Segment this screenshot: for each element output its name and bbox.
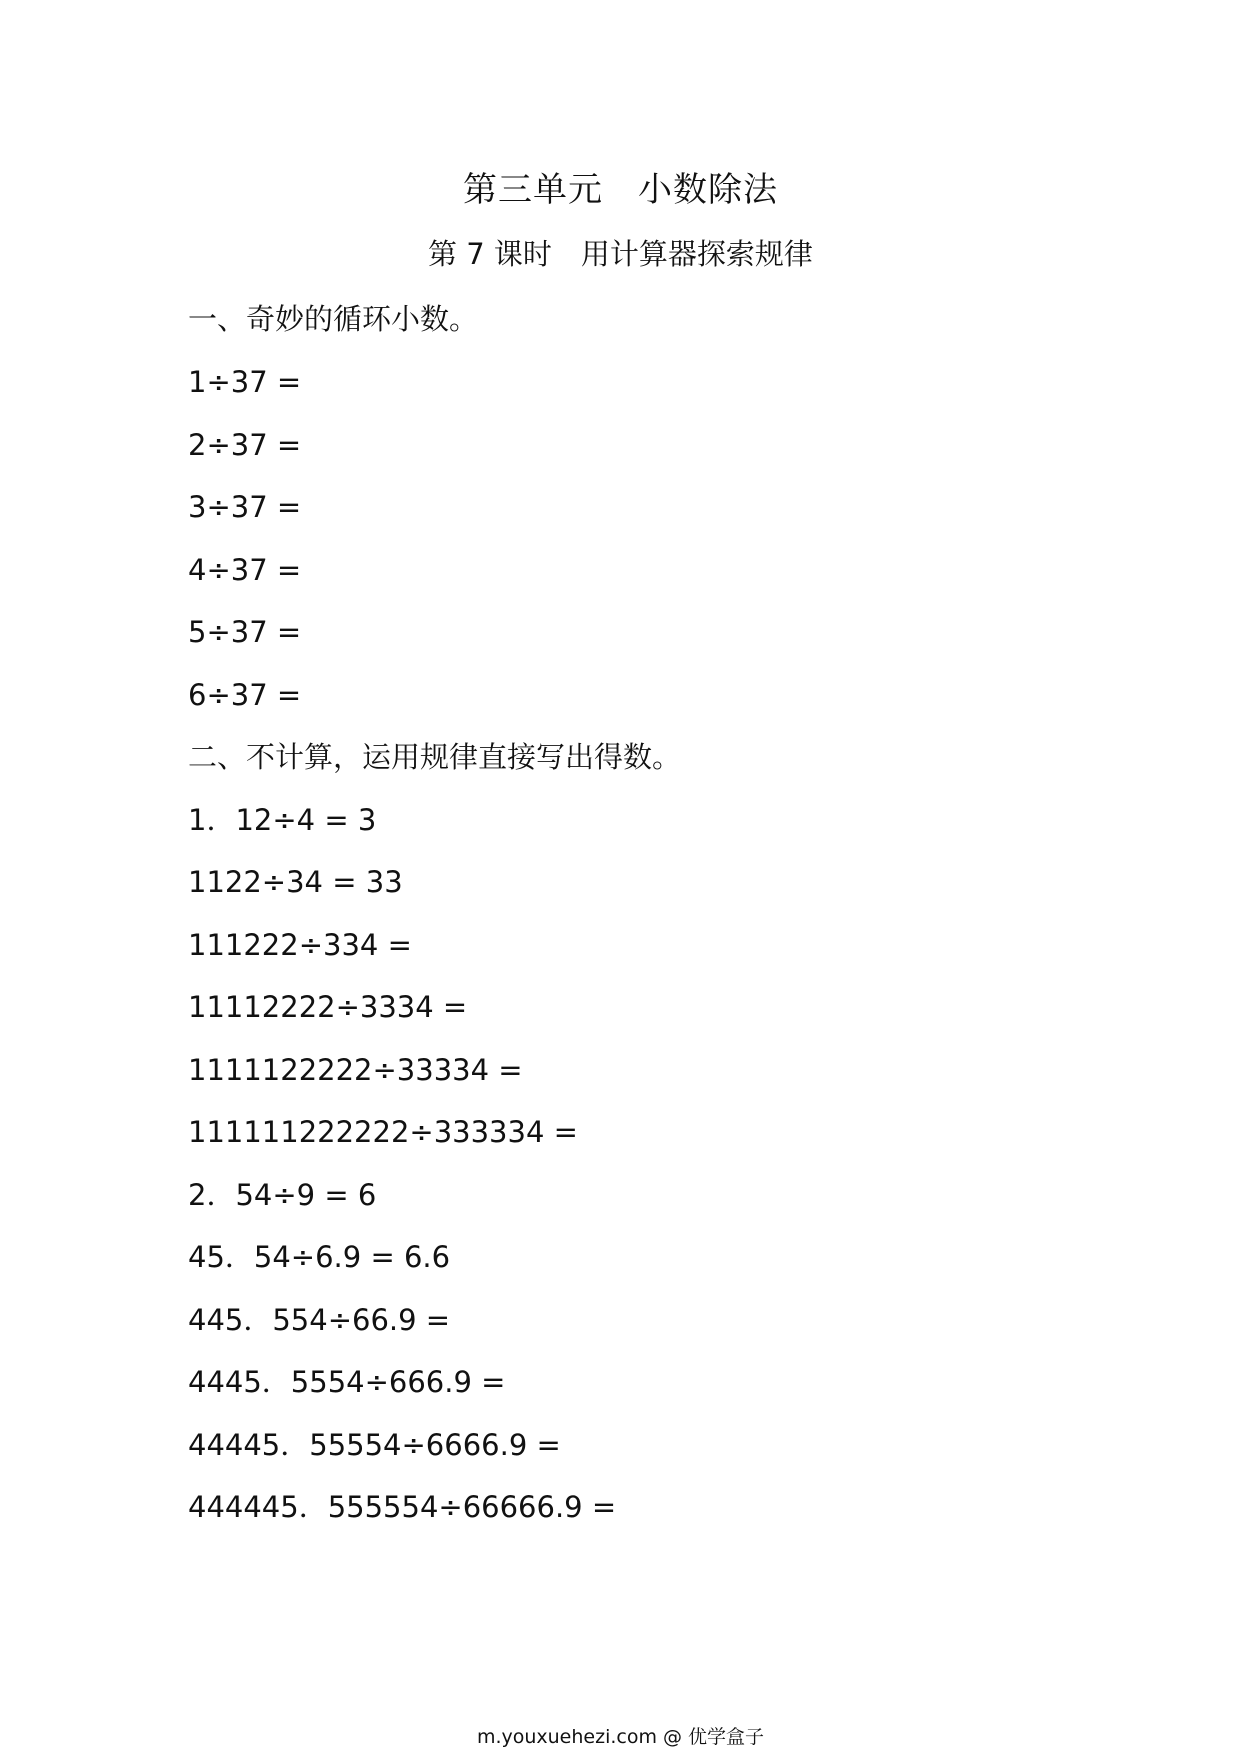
problem-line: 2÷37 = (188, 428, 302, 462)
problem-line: 3÷37 = (188, 490, 302, 524)
problem-line: 6÷37 = (188, 678, 302, 712)
lesson-subtitle: 第 7 课时 用计算器探索规律 (428, 237, 813, 271)
problem-line: 1．12÷4 = 3 (188, 803, 377, 837)
problem-line: 1111122222÷33334 = (188, 1053, 523, 1087)
problem-line: 4445．5554÷666.9 = (188, 1365, 506, 1399)
problem-line: 1÷37 = (188, 365, 302, 399)
problem-line: 445．554÷66.9 = (188, 1303, 451, 1337)
problem-line: 4÷37 = (188, 553, 302, 587)
problem-line: 11112222÷3334 = (188, 990, 468, 1024)
problem-line: 44445．55554÷6666.9 = (188, 1428, 561, 1462)
problem-line: 5÷37 = (188, 615, 302, 649)
problem-line: 111111222222÷333334 = (188, 1115, 578, 1149)
problem-line: 45．54÷6.9 = 6.6 (188, 1240, 451, 1274)
section2-heading: 二、不计算，运用规律直接写出得数。 (188, 740, 682, 774)
problem-line: 1122÷34 = 33 (188, 865, 403, 899)
problem-line: 2．54÷9 = 6 (188, 1178, 377, 1212)
section1-heading: 一、奇妙的循环小数。 (188, 302, 479, 336)
problem-line: 111222÷334 = (188, 928, 412, 962)
footer-watermark: m.youxuehezi.com @ 优学盒子 (476, 1726, 765, 1748)
page-title: 第三单元 小数除法 (463, 170, 778, 210)
problem-line: 444445．555554÷66666.9 = (188, 1490, 617, 1524)
